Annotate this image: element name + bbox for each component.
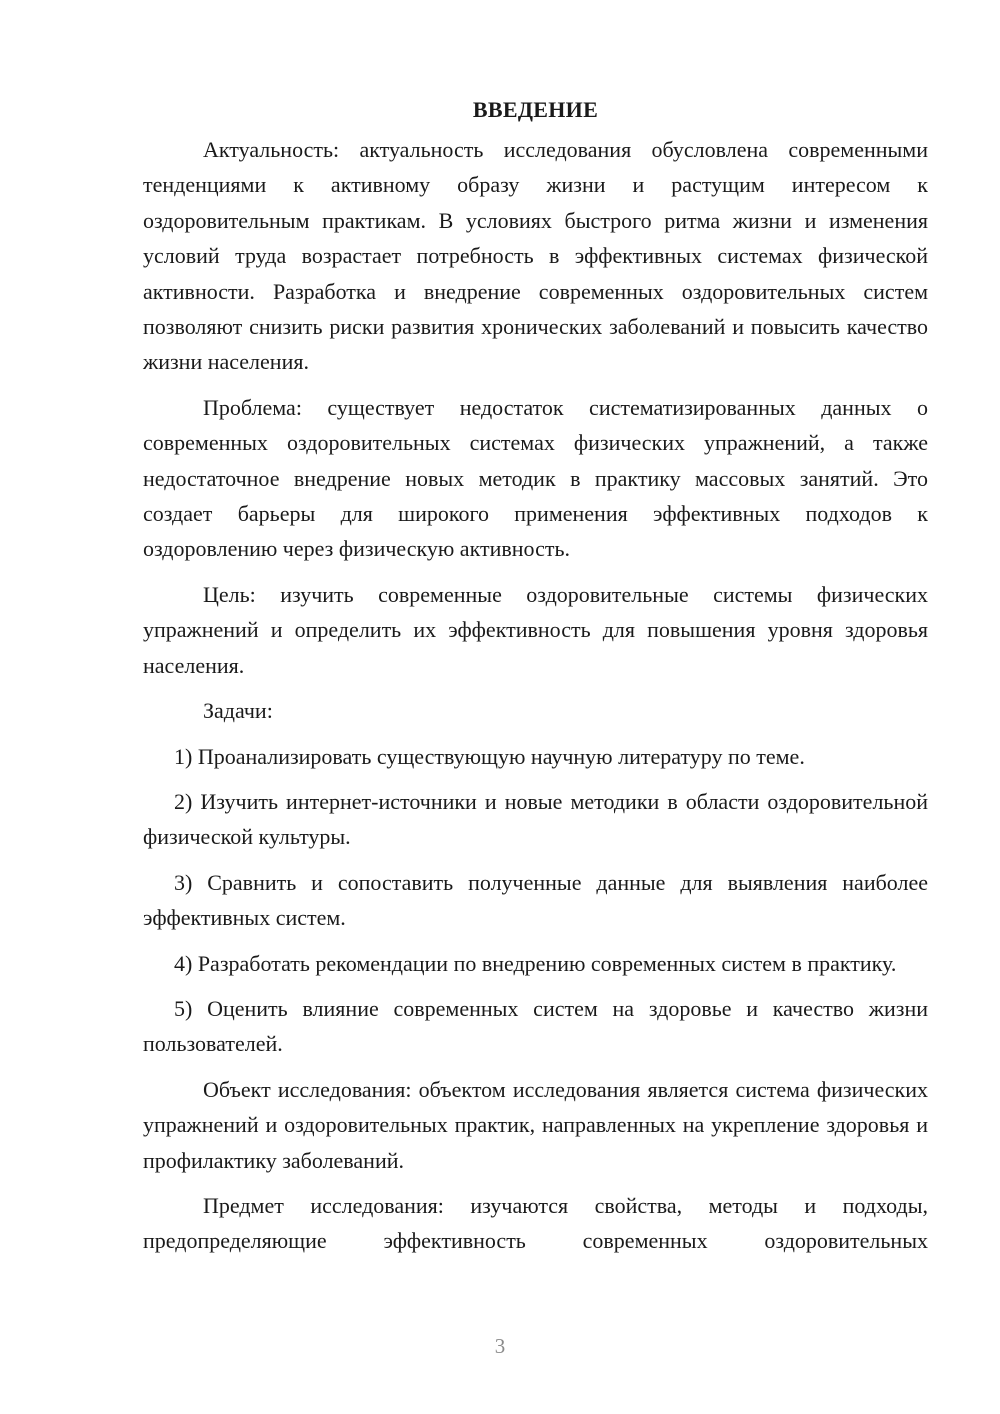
paragraph-tasks-label: Задачи: — [203, 698, 273, 724]
section-heading: ВВЕДЕНИЕ — [472, 97, 599, 122]
page-number: 3 — [494, 1334, 506, 1358]
paragraph-subject: Предмет исследования: изучаются свойства, методы и подходы, предопределяющие эффективность современных оздоровительных — [143, 1192, 928, 1254]
paragraph-object: Объект исследования: объектом исследования является система физических упражнений и оздоровительных практик, направленных на укрепление здоровья и профилактику заболеваний. — [143, 1076, 928, 1173]
paragraph-problem: Проблема: существует недостаток систематизированных данных о современных оздоровительных системах физических упражнений, а также недостаточное внедрение новых методик в практику массовых занятий. Это создает барьеры для широкого применения эффективных подходов к оздоровлению через физическую активность. — [143, 394, 928, 562]
task-item-4: 4) Разработать рекомендации по внедрению современных систем в практику. — [174, 950, 897, 976]
paragraph-goal: Цель: изучить современные оздоровительные системы физических упражнений и определить их эффективность для повышения уровня здоровья населения. — [143, 581, 928, 678]
task-item-3: 3) Сравнить и сопоставить полученные данные для выявления наиболее эффективных систем. — [143, 869, 928, 931]
task-item-1: 1) Проанализировать существующую научную литературу по теме. — [174, 743, 805, 769]
task-item-2: 2) Изучить интернет-источники и новые методики в области оздоровительной физической культуры. — [143, 788, 928, 850]
document-page — [143, 92, 928, 1259]
task-item-5: 5) Оценить влияние современных систем на здоровье и качество жизни пользователей. — [143, 995, 928, 1057]
paragraph-relevance: Актуальность: актуальность исследования обусловлена современными тенденциями к активному образу жизни и растущим интересом к оздоровительным практикам. В условиях быстрого ритма жизни и изменения условий труда возрастает потребность в эффективных системах физической активности. Разработка и внедрение современных оздоровительных систем позволяют снизить риски развития хронических заболеваний и повысить качество жизни населения. — [143, 137, 928, 375]
